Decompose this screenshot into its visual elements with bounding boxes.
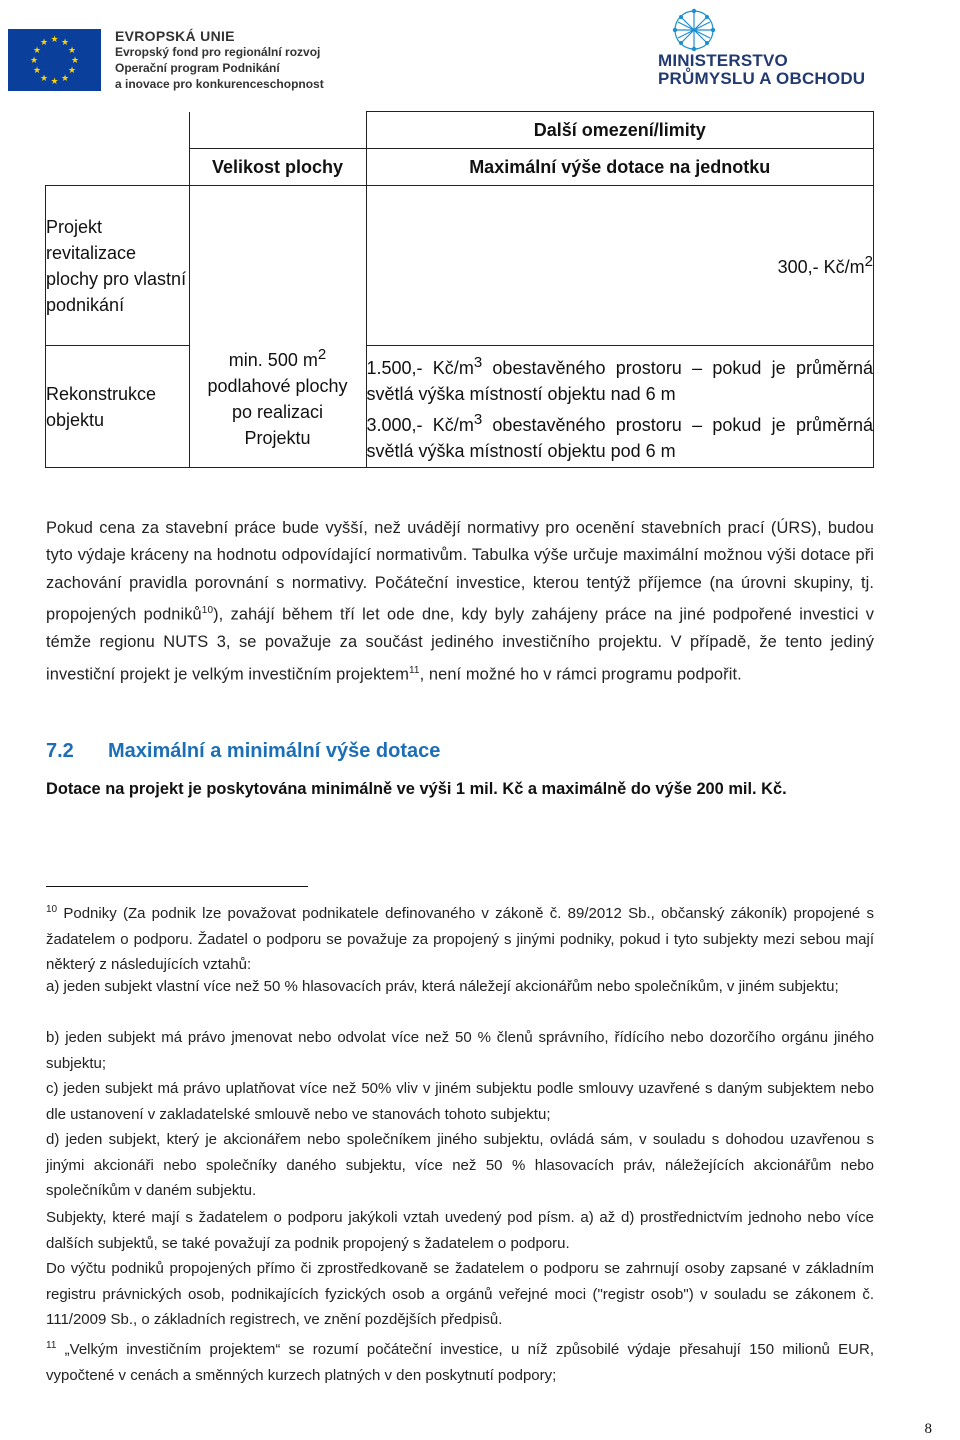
table-row	[46, 346, 874, 468]
table-header-top: Další omezení/limity	[366, 112, 874, 149]
footnote-item: Do výčtu podniků propojených přímo či zprostředkovaně se žadatelem o podporu se zahrnují osoby zapsané v základním registru právnických osob, podnikajících fyzických osob a orgánů veřejné moci ("registr osob") v souladu se zákonem č. 111/2009 Sb., o základních registrech, ve znění pozdějších předpisů.	[46, 1260, 874, 1329]
section-number: 7.2	[46, 740, 74, 762]
footnote-number: 10	[46, 904, 58, 915]
table-header-size: Velikost plochy	[189, 149, 366, 186]
footnote-ref[interactable]: 10	[201, 605, 214, 617]
empty-cell	[46, 112, 190, 186]
table-row	[46, 112, 874, 149]
body-text: , není možné ho v rámci programu podpořit.	[419, 664, 742, 683]
desc-text: 1.500,- Kč/m	[366, 357, 474, 378]
footnote-text: „Velkým investičním projektem“ se rozumí počáteční investice, u níž způsobilé výdaje přesahují 150 milionů EUR, vypočtené v cenách a směnných kurzech platných v den poskytnutí podpory;	[46, 1341, 874, 1384]
svg-text:★: ★	[32, 46, 42, 56]
footnote-divider	[46, 886, 308, 887]
footnote-item: c) jeden subjekt má právo uplatňovat více než 50% vliv v jiném subjektu podle smlouvy uzavřené s daným subjektem nebo dle ustanovení v zakladatelské smlouvě nebo ve stanovách tohoto subjektu;	[46, 1080, 874, 1123]
desc-text: obestavěného prostoru – pokud je průměrná světlá výška místností objektu nad 6 m	[366, 357, 873, 404]
footnote-item: b) jeden subjekt má právo jmenovat nebo odvolat více než 50 % členů správního, řídícího nebo dozorčího orgánu jiného subjektu;	[46, 1029, 874, 1072]
eu-line: Operační program Podnikání	[115, 61, 280, 75]
desc-text: obestavěného prostoru – pokud je průměrná světlá výška místností objektu pod 6 m	[366, 414, 873, 461]
description-cell	[366, 346, 874, 468]
desc-sup: 3	[473, 353, 483, 371]
empty-cell	[189, 112, 366, 149]
size-text: po realizaci	[231, 402, 324, 422]
value-text: 300,- Kč/m	[777, 257, 865, 277]
eu-line: EVROPSKÁ UNIE	[115, 28, 235, 44]
subsidy-limits-text: Dotace na projekt je poskytována minimálně ve výši 1 mil. Kč a maximálně do výše 200 mil. Kč.	[46, 780, 787, 798]
eu-program-text	[115, 28, 324, 92]
svg-text:★: ★	[60, 74, 70, 84]
size-text: Projektu	[244, 428, 311, 448]
svg-text:★: ★	[60, 38, 70, 48]
size-sup: 2	[317, 346, 327, 363]
section-title: Maximální a minimální výše dotace	[108, 740, 441, 762]
eu-logo	[8, 28, 324, 92]
limits-table	[45, 111, 874, 468]
size-cell	[189, 186, 366, 468]
svg-text:★: ★	[39, 38, 49, 48]
mpo-line: PRŮMYSLU A OBCHODU	[658, 69, 866, 88]
table-header-max: Maximální výše dotace na jednotku	[366, 149, 874, 186]
project-type-cell: Projekt revitalizace plochy pro vlastní podnikání	[46, 186, 190, 346]
eu-flag-icon	[8, 29, 101, 91]
value-cell	[366, 186, 874, 346]
project-type-cell: Rekonstrukce objektu	[46, 346, 190, 468]
eu-line: Evropský fond pro regionální rozvoj	[115, 45, 321, 59]
table-row	[46, 186, 874, 346]
footnote-text: Podniky (Za podnik lze považovat podnikatele definovaného v zákoně č. 89/2012 Sb., občanský zákoník) propojené s žadatelem o podporu. Žadatel o podporu se považuje za propojený s jinými podniky, pokud i tyto subjekty mezi sebou mají některý z následujících vztahů:	[46, 905, 874, 974]
eu-line: a inovace pro konkurenceschopnost	[115, 77, 324, 91]
footnote-item: Subjekty, které mají s žadatelem o podporu jakýkoli vztah uvedený pod písm. a) až d) prostřednictvím jednoho nebo více dalších subjektů, se také považují za podnik propojený s žadatelem o podporu.	[46, 1209, 874, 1252]
footnote-11	[46, 1333, 874, 1388]
desc-text: 3.000,- Kč/m	[366, 414, 474, 435]
svg-text:★: ★	[39, 74, 49, 84]
svg-text:★: ★	[70, 56, 80, 66]
footnote-item: d) jeden subjekt, který je akcionářem nebo společníkem jiného subjektu, ovládá sám, v souladu s dohodou uzavřenou s jinými akcionáři nebo společníky daného subjektu, více než 50 % hlasovacích práv, náležejících akcionářům nebo společníkům v daném subjektu.	[46, 1131, 874, 1200]
footnote-ref[interactable]: 11	[409, 664, 420, 676]
svg-text:★: ★	[67, 66, 77, 76]
page-number: 8	[924, 1421, 932, 1437]
svg-text:★: ★	[29, 56, 39, 66]
mpo-title	[658, 52, 865, 88]
section-heading	[46, 740, 440, 763]
body-paragraph	[46, 515, 874, 688]
svg-text:★: ★	[32, 66, 42, 76]
svg-text:★: ★	[67, 46, 77, 56]
footnote-item: a) jeden subjekt vlastní více než 50 % hlasovacích práv, která náležejí akcionářům nebo společníkům, v jiném subjektu;	[46, 978, 839, 995]
mpo-line: MINISTERSTVO	[658, 51, 788, 70]
size-text: podlahové plochy	[207, 376, 348, 396]
footnote-10	[46, 897, 874, 978]
footnote-number: 11	[46, 1340, 57, 1351]
svg-text:★: ★	[50, 35, 59, 45]
svg-text:★: ★	[50, 77, 59, 87]
value-sup: 2	[864, 253, 873, 270]
desc-sup: 3	[473, 410, 483, 428]
body-text: Pokud cena za stavební práce bude vyšší, než uvádějí normativy pro ocenění stavebních prací (ÚRS), budou tyto výdaje kráceny na hodnotu odpovídající normativům. Tabulka výše určuje maximální možnou výši dotace při zachování pravidla porovnání s normativy. Počáteční investice, kterou tentýž příjemce (na úrovni skupiny, tj. propojených podniků	[46, 519, 874, 624]
size-text: min. 500 m	[228, 350, 318, 370]
body-text: ), zahájí během tří let ode dne, kdy byly zahájeny práce na jiné podpořené investici v témže regionu NUTS 3, se považuje za součást jediného investičního projektu. V případě, že tento jediný investiční projekt je velkým investičním projektem	[46, 605, 874, 683]
